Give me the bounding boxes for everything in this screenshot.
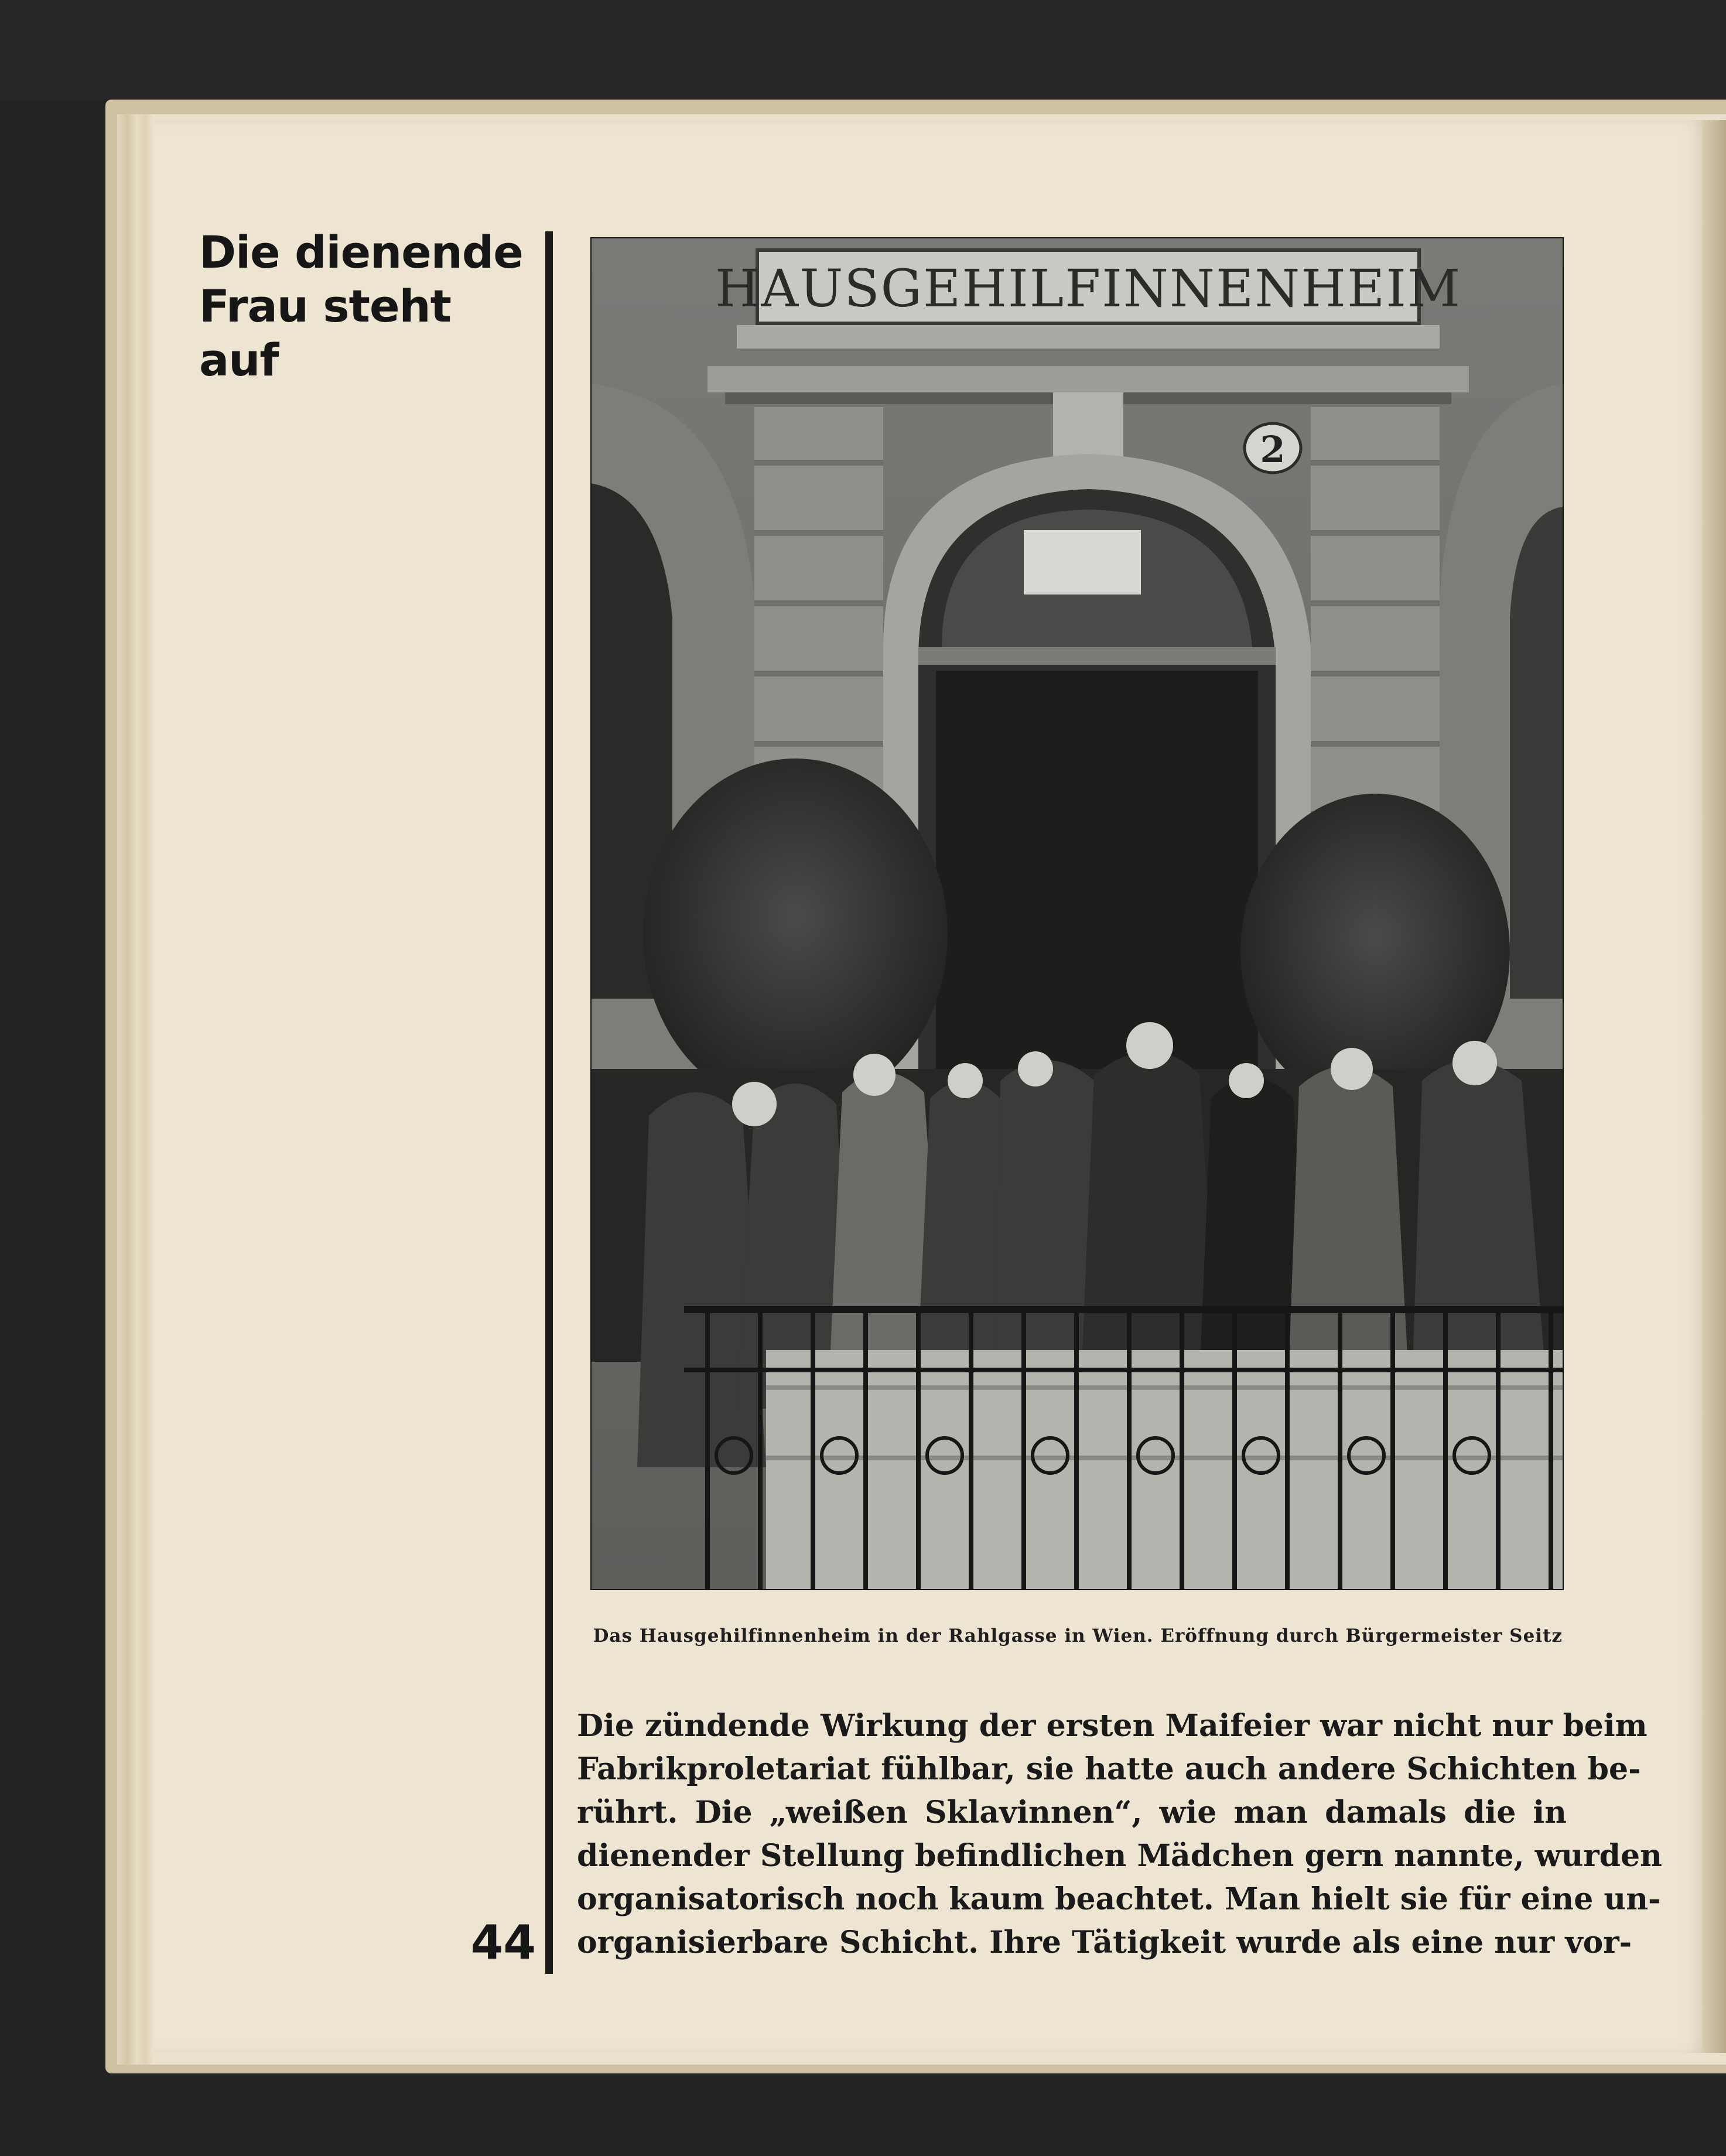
sign-text: HAUSGEHILFINNENHEIM xyxy=(715,258,1462,319)
body-line: dienender Stellung befindlichen Mädchen gern nannte, wurden xyxy=(577,1838,1662,1874)
chapter-title: Die dienende Frau steht auf xyxy=(199,226,523,386)
body-line: organisatorisch noch kaum beachtet. Man hielt sie für eine un- xyxy=(577,1881,1661,1917)
scan-background xyxy=(0,0,1726,100)
building-photo xyxy=(590,237,1564,1590)
body-line: organisierbare Schicht. Ihre Tätigkeit wurde als eine nur vor- xyxy=(577,1925,1632,1960)
house-number: 2 xyxy=(1260,428,1286,471)
page-number: 44 xyxy=(470,1915,536,1970)
vertical-rule xyxy=(545,231,553,1974)
body-paragraph xyxy=(577,1704,1662,1964)
body-line: Die zündende Wirkung der ersten Maifeier war nicht nur beim xyxy=(577,1708,1648,1744)
page-gutter-shadow xyxy=(1703,120,1726,2053)
photo-caption: Das Hausgehilfinnenheim in der Rahlgasse in Wien. Eröffnung durch Bürgermeister Seitz xyxy=(593,1625,1563,1646)
body-line: Fabrikproletariat fühlbar, sie hatte auch andere Schichten be- xyxy=(577,1751,1641,1787)
body-line: rührt. Die „weißen Sklavinnen“, wie man damals die in xyxy=(577,1795,1567,1830)
